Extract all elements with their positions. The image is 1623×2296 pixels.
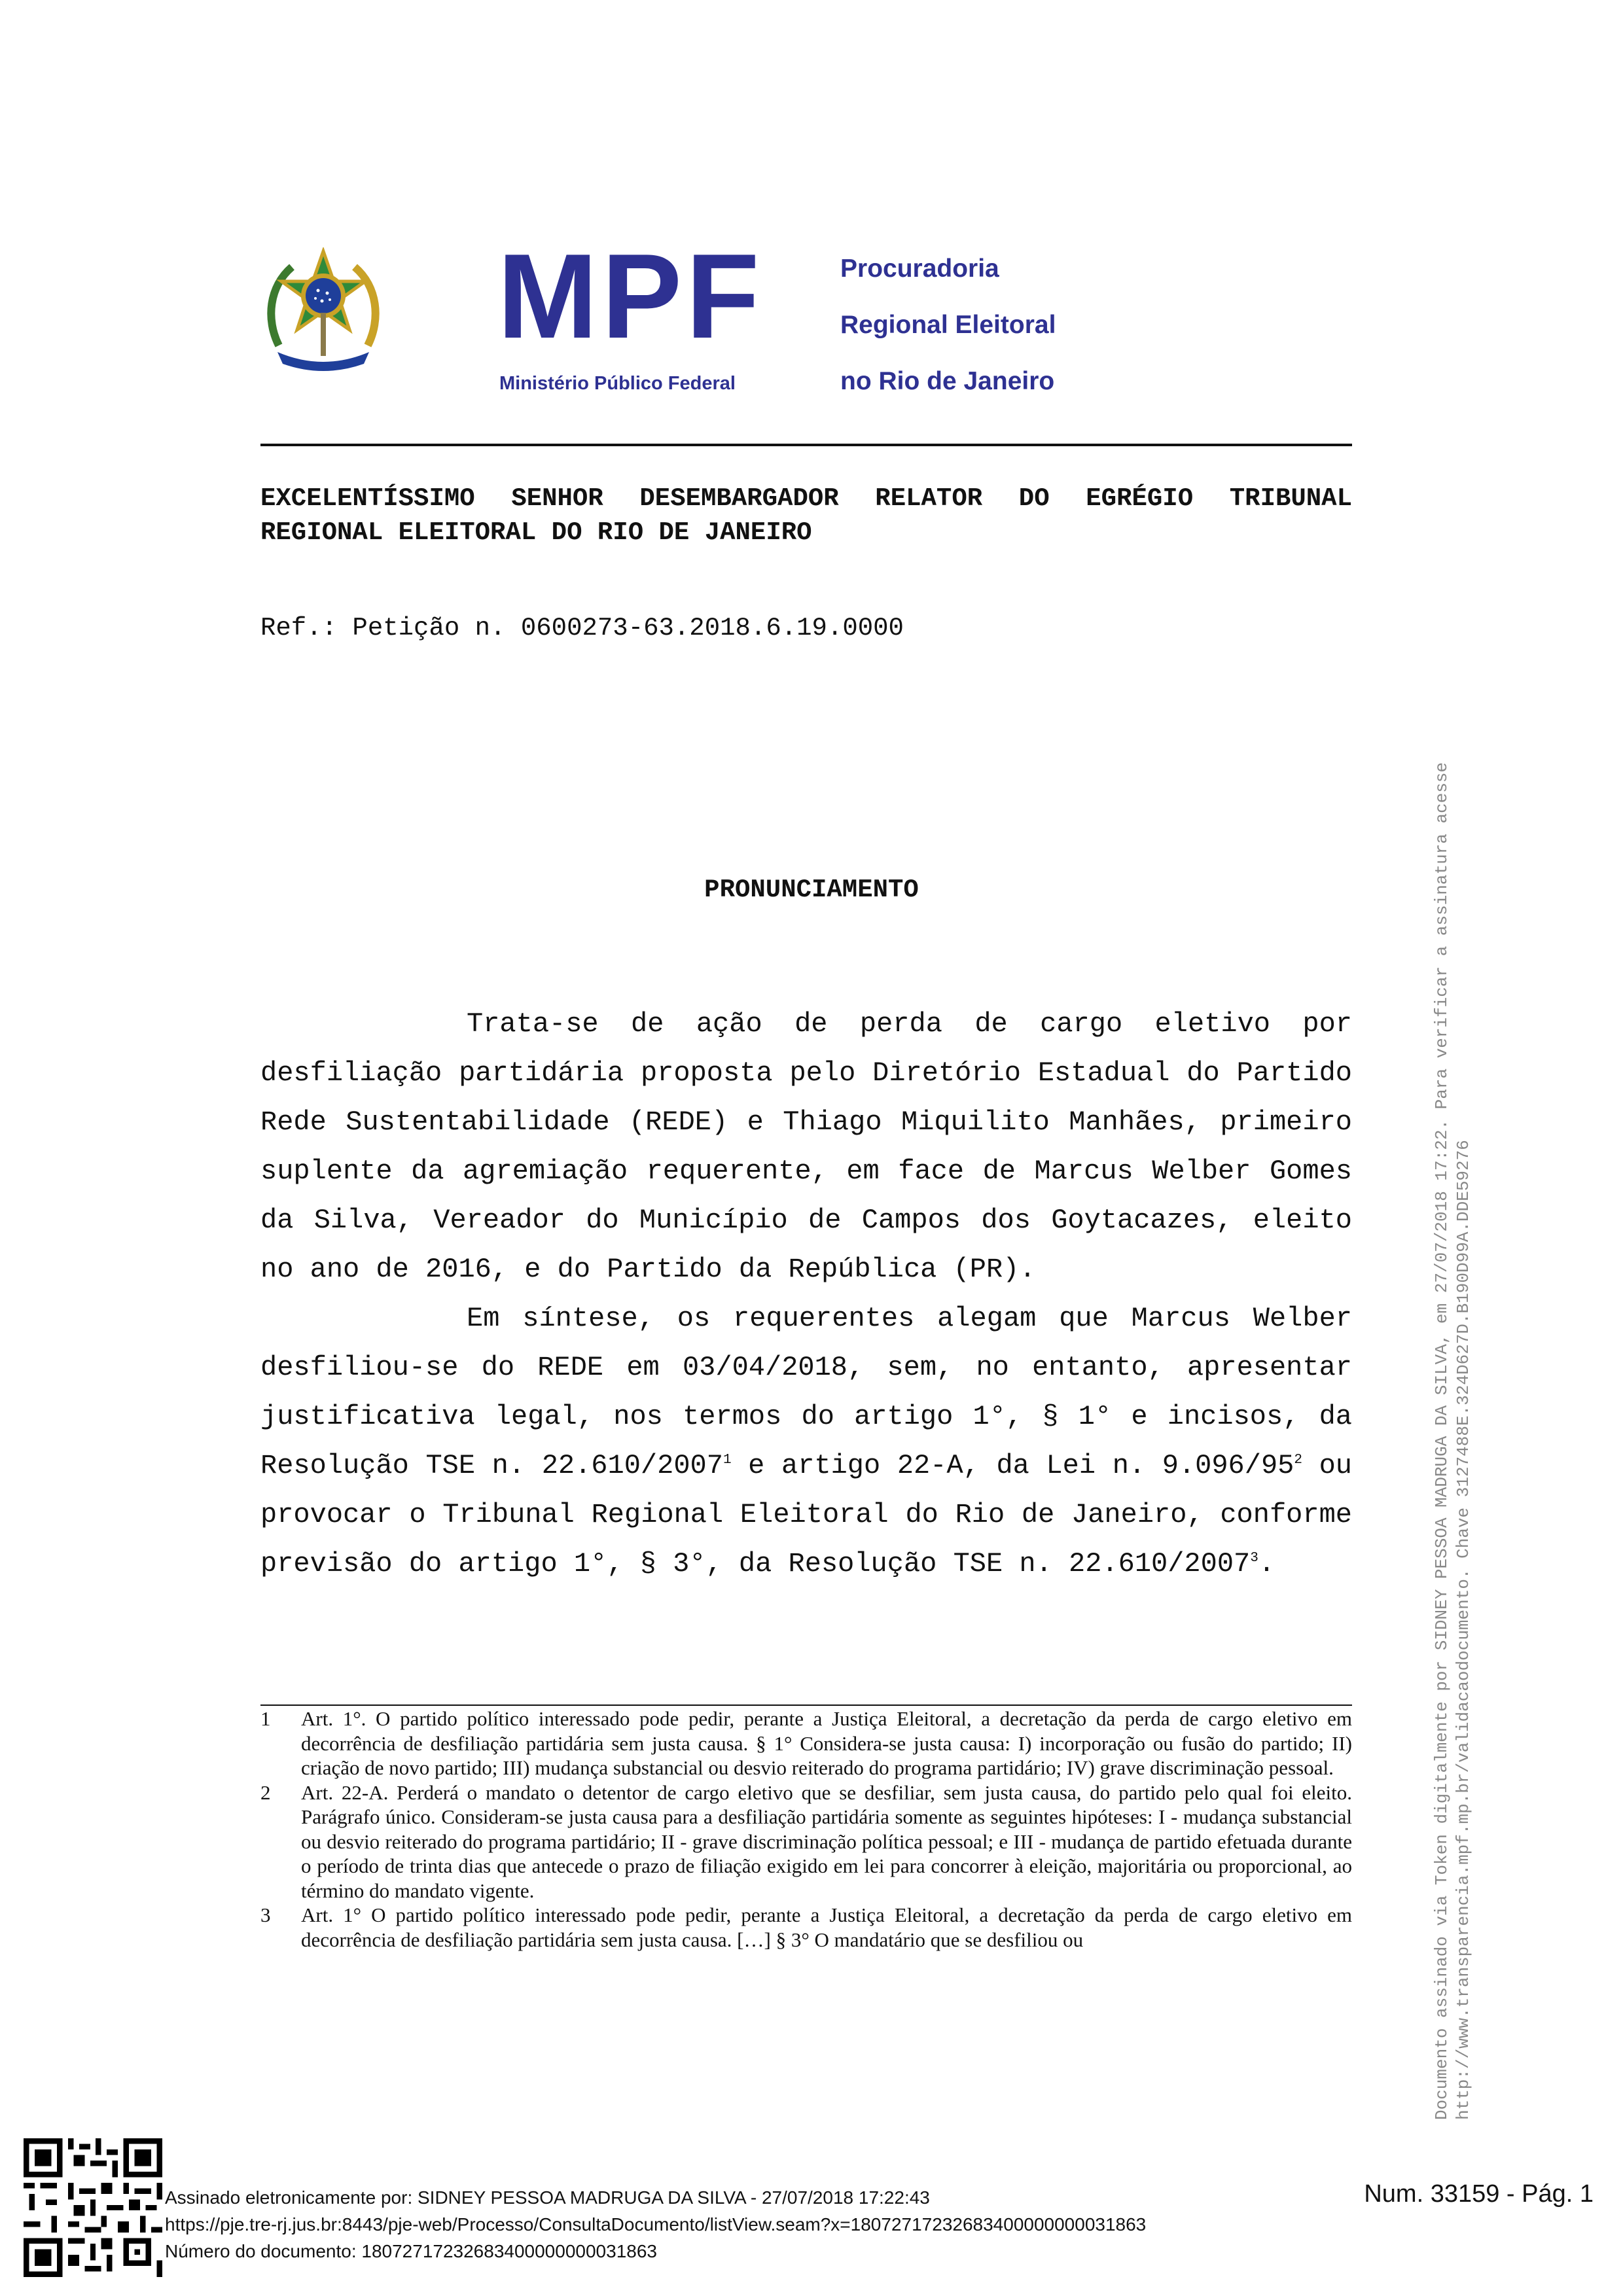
electronic-signature-info <box>165 2184 1146 2265</box>
document-number: Número do documento: 18072717232683400000000031863 <box>165 2241 657 2261</box>
header-divider <box>260 444 1352 446</box>
addressee: EXCELENTÍSSIMO SENHOR DESEMBARGADOR RELATOR DO EGRÉGIO TRIBUNAL REGIONAL ELEITORAL DO RIO DE JANEIRO <box>260 484 1352 547</box>
footnote-ref[interactable]: 1 <box>722 1453 732 1468</box>
footnote <box>260 1903 1352 1952</box>
footnote-ref[interactable]: 3 <box>1250 1551 1258 1566</box>
document-body <box>260 1000 1352 1589</box>
footnote-text: Art. 22-A. Perderá o mandato o detentor de cargo eletivo que se desfiliar, sem justa causa, do partido pelo qual foi eleito. Parágrafo único. Consideram-se justa causa para a desfiliação partidária somente as seguintes hipóteses: I - mudança substancial ou desvio reiterado do programa partidário; II - grave discriminação política pessoal; e III - mudança de partido efetuada durante o período de trinta dias que antecede o prazo de filiação exigido em lei para concorrer à eleição, majoritária ou proporcional, ao término do mandato vigente. <box>301 1780 1352 1902</box>
stamp-line: Documento assinado via Token digitalmente por SIDNEY PESSOA MADRUGA DA SILVA, em 27/07/2018 17:22. Para verificar a assinatura acesse <box>1432 762 1452 2120</box>
body-paragraph-1: Trata-se de ação de perda de cargo eletivo por desfiliação partidária proposta pelo Diretório Estadual do Partido Rede Sustentabilidade (REDE) e Thiago Miquilito Manhães, primeiro suplente da agremiação requerente, em face de Marcus Welber Gomes da Silva, Vereador do Município de Campos dos Goytacazes, eleito no ano de 2016, e do Partido da República (PR). <box>260 1008 1352 1285</box>
stamp-validation-link[interactable]: http://www.transparencia.mpf.mp.br/validacaodocumento. Chave 3127488E.324D627D.B190D99A.DDE59276 <box>1454 1140 1473 2120</box>
brasil-coat-of-arms-icon <box>266 247 381 376</box>
footnote-divider <box>260 1704 1352 1706</box>
paragraph-text: ou provocar o Tribunal Regional Eleitoral do Rio de Janeiro, conforme previsão do artigo 1°, § 3°, da Resolução TSE n. 22.610/2007 <box>260 1450 1352 1580</box>
footnote <box>260 1780 1352 1903</box>
reference-line: Ref.: Petição n. 0600273-63.2018.6.19.0000 <box>260 614 904 643</box>
footnote-number: 2 <box>260 1780 271 1804</box>
signed-by: Assinado eletronicamente por: SIDNEY PESSOA MADRUGA DA SILVA - 27/07/2018 17:22:43 <box>165 2187 930 2208</box>
mpf-logo: MPF <box>497 228 764 363</box>
digital-signature-stamp <box>1431 563 1474 2120</box>
footnote-ref[interactable]: 2 <box>1294 1453 1302 1468</box>
paragraph-text: Em síntese, os requerentes alegam que Marcus Welber desfiliou-se do REDE em 03/04/2018, sem, no entanto, apresentar justificativa legal, nos termos do artigo 1°, § 1° e incisos, da Resolução TSE n. 22.610/2007 <box>260 1303 1352 1481</box>
footnote-text: Art. 1°. O partido político interessado pode pedir, perante a Justiça Eleitoral, a decretação da perda de cargo eletivo em decorrência de desfiliação partidária sem justa causa. § 1° Considera-se justa causa: I) incorporação ou fusão do partido; II) criação de novo partido; III) mudança substancial ou desvio reiterado do programa partidário; IV) grave discriminação pessoal. <box>301 1707 1352 1779</box>
organization-line: Regional Eleitoral <box>840 311 1056 339</box>
document-url[interactable]: https://pje.tre-rj.jus.br:8443/pje-web/Processo/ConsultaDocumento/listView.seam?x=18072717232683400000000031863 <box>165 2214 1147 2234</box>
paragraph-text: e artigo 22-A, da Lei n. 9.096/95 <box>731 1450 1294 1481</box>
organization-name <box>840 241 1056 410</box>
page-number: Num. 33159 - Pág. 1 <box>1364 2180 1594 2208</box>
footnote-number: 1 <box>260 1707 271 1730</box>
footnote-text: Art. 1° O partido político interessado pode pedir, perante a Justiça Eleitoral, a decretação da perda de cargo eletivo em decorrência de desfiliação partidária sem justa causa. […] § 3° O mandatário que se desfiliou ou <box>301 1903 1352 1951</box>
document-title: PRONUNCIAMENTO <box>704 875 919 904</box>
footnotes <box>260 1706 1352 1952</box>
footnote <box>260 1706 1352 1780</box>
body-paragraph-2 <box>260 1294 1352 1589</box>
mpf-logo-subtitle: Ministério Público Federal <box>499 373 736 394</box>
paragraph-text: . <box>1258 1548 1275 1580</box>
organization-line: no Rio de Janeiro <box>840 367 1055 395</box>
qr-code-icon <box>24 2138 162 2277</box>
organization-line: Procuradoria <box>840 255 999 283</box>
footnote-number: 3 <box>260 1903 271 1926</box>
